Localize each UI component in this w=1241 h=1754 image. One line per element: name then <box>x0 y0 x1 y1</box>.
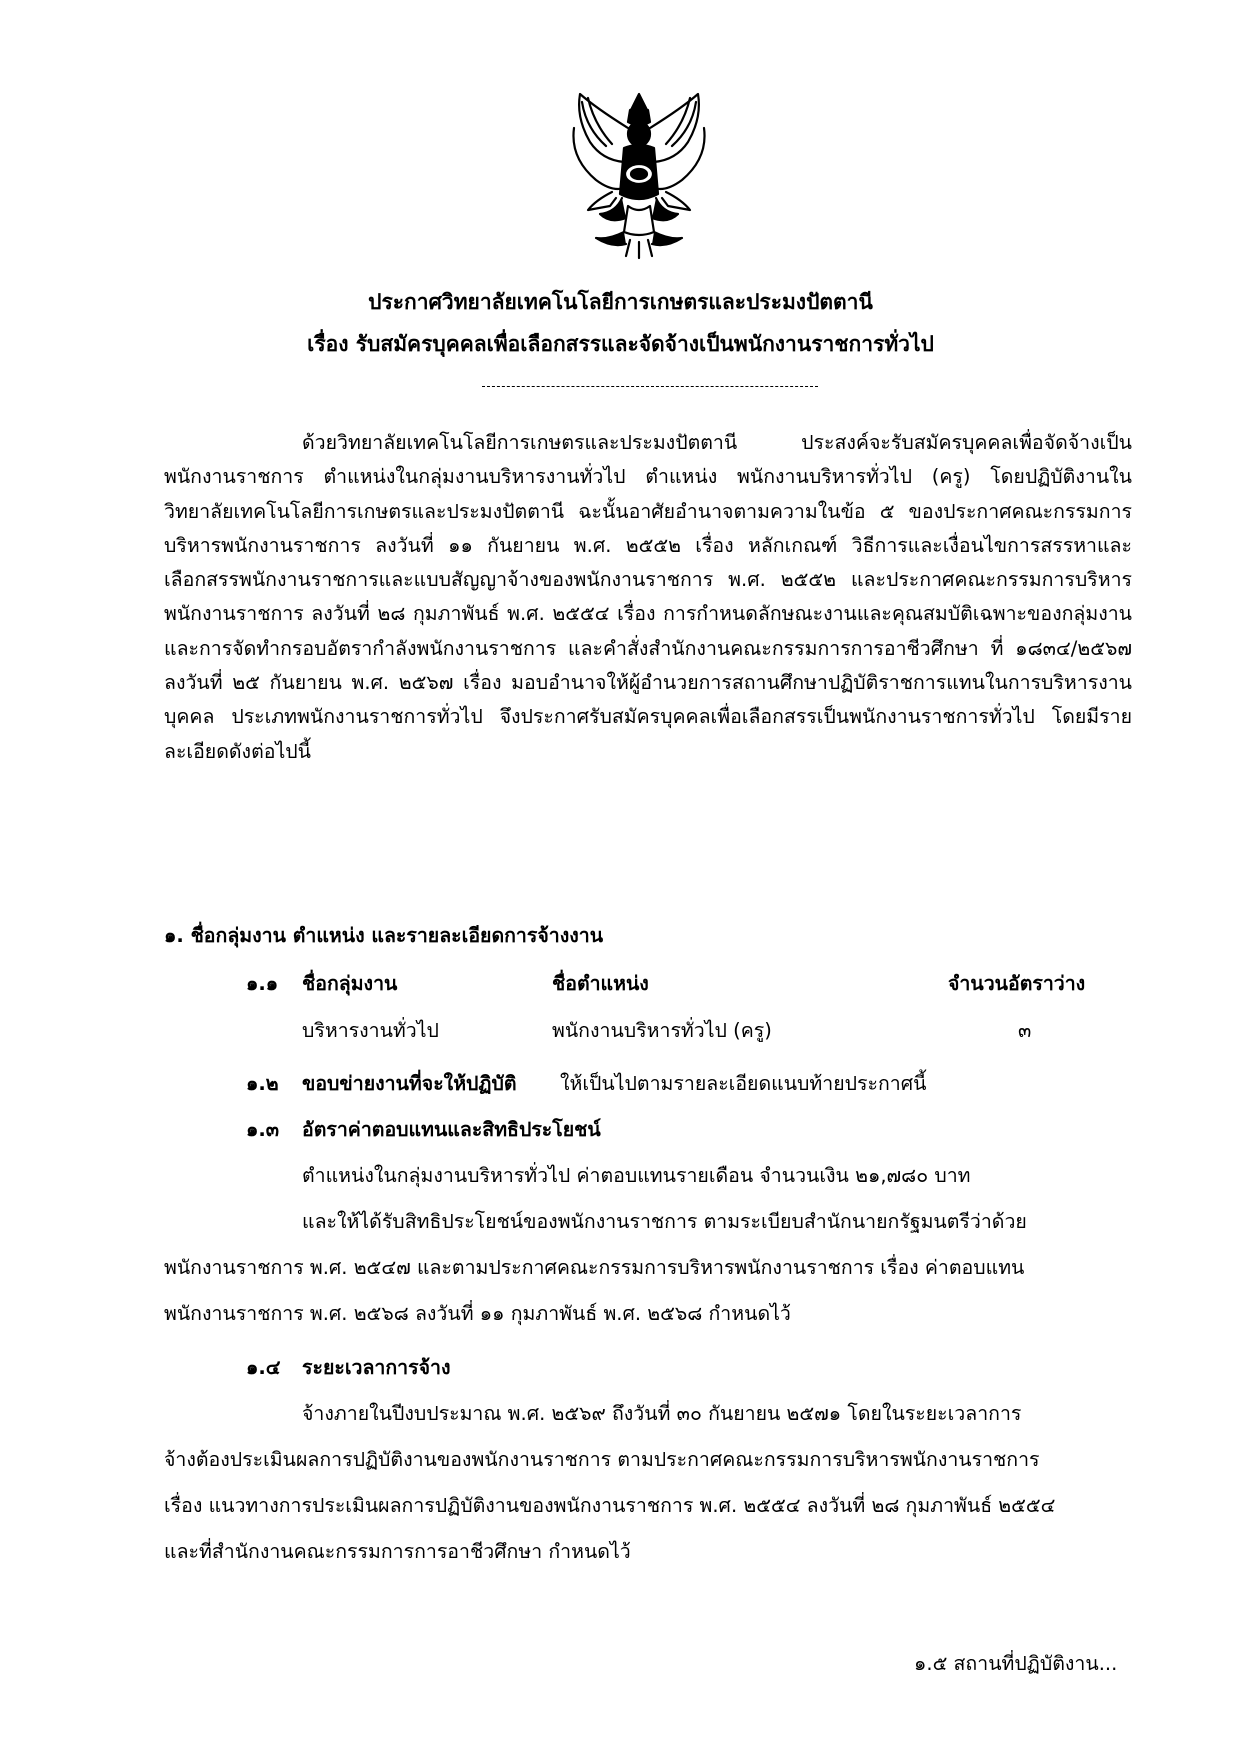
announcement-subject: เรื่อง รับสมัครบุคคลเพื่อเลือกสรรและจัดจ้างเป็นพนักงานราชการทั่วไป <box>307 332 934 356</box>
garuda-emblem-icon <box>566 88 712 260</box>
s1-4-line1: จ้างภายในปีงบประมาณ พ.ศ. ๒๕๖๙ ถึงวันที่ ๓๐ กันยายน ๒๕๗๑ โดยในระยะเวลาการ <box>302 1402 1022 1425</box>
row-group: บริหารงานทั่วไป <box>302 1019 439 1042</box>
s1-4-line4: และที่สำนักงานคณะกรรมการการอาชีวศึกษา กำหนดไว้ <box>164 1540 631 1563</box>
s1-4-line3: เรื่อง แนวทางการประเมินผลการปฏิบัติงานของพนักงานราชการ พ.ศ. ๒๕๕๔ ลงวันที่ ๒๘ กุมภาพันธ์ ๒๕๕๔ <box>164 1494 1056 1517</box>
col-header-position: ชื่อตำแหน่ง <box>552 972 649 995</box>
s1-3-number: ๑.๓ <box>246 1118 280 1141</box>
s1-3-line2: และให้ได้รับสิทธิประโยชน์ของพนักงานราชการ ตามระเบียบสำนักนายกรัฐมนตรีว่าด้วย <box>302 1210 1027 1233</box>
row-vacancy: ๓ <box>1018 1019 1032 1042</box>
s1-1-number: ๑.๑ <box>246 972 279 995</box>
s1-2-number: ๑.๒ <box>246 1072 279 1095</box>
s1-3-line3: พนักงานราชการ พ.ศ. ๒๕๔๗ และตามประกาศคณะกรรมการบริหารพนักงานราชการ เรื่อง ค่าตอบแทน <box>164 1256 1025 1279</box>
s1-4-heading: ระยะเวลาการจ้าง <box>302 1356 451 1379</box>
s1-3-heading: อัตราค่าตอบแทนและสิทธิประโยชน์ <box>302 1118 601 1141</box>
s1-3-line4: พนักงานราชการ พ.ศ. ๒๕๖๘ ลงวันที่ ๑๑ กุมภาพันธ์ พ.ศ. ๒๕๖๘ กำหนดไว้ <box>164 1302 791 1325</box>
s1-2-text: ให้เป็นไปตามรายละเอียดแนบท้ายประกาศนี้ <box>560 1072 927 1095</box>
title-divider <box>482 386 818 387</box>
s1-2-heading: ขอบข่ายงานที่จะให้ปฏิบัติ <box>302 1072 517 1095</box>
s1-3-line1: ตำแหน่งในกลุ่มงานบริหารทั่วไป ค่าตอบแทนรายเดือน จำนวนเงิน ๒๑,๗๘๐ บาท <box>302 1164 971 1187</box>
announcement-title: ประกาศวิทยาลัยเทคโนโลยีการเกษตรและประมงปัตตานี <box>368 290 873 314</box>
section-1-heading: ๑. ชื่อกลุ่มงาน ตำแหน่ง และรายละเอียดการจ้างงาน <box>164 924 604 947</box>
col-header-vacancy: จำนวนอัตราว่าง <box>948 972 1086 995</box>
col-header-group: ชื่อกลุ่มงาน <box>302 972 398 995</box>
s1-4-number: ๑.๔ <box>246 1356 281 1379</box>
row-position: พนักงานบริหารทั่วไป (ครู) <box>552 1019 772 1042</box>
continuation-marker: ๑.๕ สถานที่ปฏิบัติงาน... <box>914 1652 1118 1675</box>
intro-paragraph: ด้วยวิทยาลัยเทคโนโลยีการเกษตรและประมงปัตตานี ประสงค์จะรับสมัครบุคคลเพื่อจัดจ้างเป็นพนักงานราชการ ตำแหน่งในกลุ่มงานบริหารงานทั่วไป ตำแหน่ง พนักงานบริหารทั่วไป (ครู) โดยปฏิบัติงานในวิทยาลัยเทคโนโลยีการเกษตรและประมงปัตตานี ฉะนั้นอาศัยอำนาจตามความในข้อ ๕ ของประกาศคณะกรรมการบริหารพนักงานราชการ ลงวันที่ ๑๑ กันยายน พ.ศ. ๒๕๕๒ เรื่อง หลักเกณฑ์ วิธีการและเงื่อนไขการสรรหาและเลือกสรรพนักงานราชการและแบบสัญญาจ้างของพนักงานราชการ พ.ศ. ๒๕๕๒ และประกาศคณะกรรมการบริหารพนักงานราชการ ลงวันที่ ๒๘ กุมภาพันธ์ พ.ศ. ๒๕๕๔ เรื่อง การกำหนดลักษณะงานและคุณสมบัติเฉพาะของกลุ่มงานและการจัดทำกรอบอัตรากำลังพนักงานราชการ และคำสั่งสำนักงานคณะกรรมการการอาชีวศึกษา ที่ ๑๘๓๔/๒๕๖๗ ลงวันที่ ๒๕ กันยายน พ.ศ. ๒๕๖๗ เรื่อง มอบอำนาจให้ผู้อำนวยการสถานศึกษาปฏิบัติราชการแทนในการบริหารงานบุคคล ประเภทพนักงานราชการทั่วไป จึงประกาศรับสมัครบุคคลเพื่อเลือกสรรเป็นพนักงานราชการทั่วไป โดยมีรายละเอียดดังต่อไปนี้ <box>164 431 1132 763</box>
s1-4-line2: จ้างต้องประเมินผลการปฏิบัติงานของพนักงานราชการ ตามประกาศคณะกรรมการบริหารพนักงานราชการ <box>164 1448 1040 1471</box>
